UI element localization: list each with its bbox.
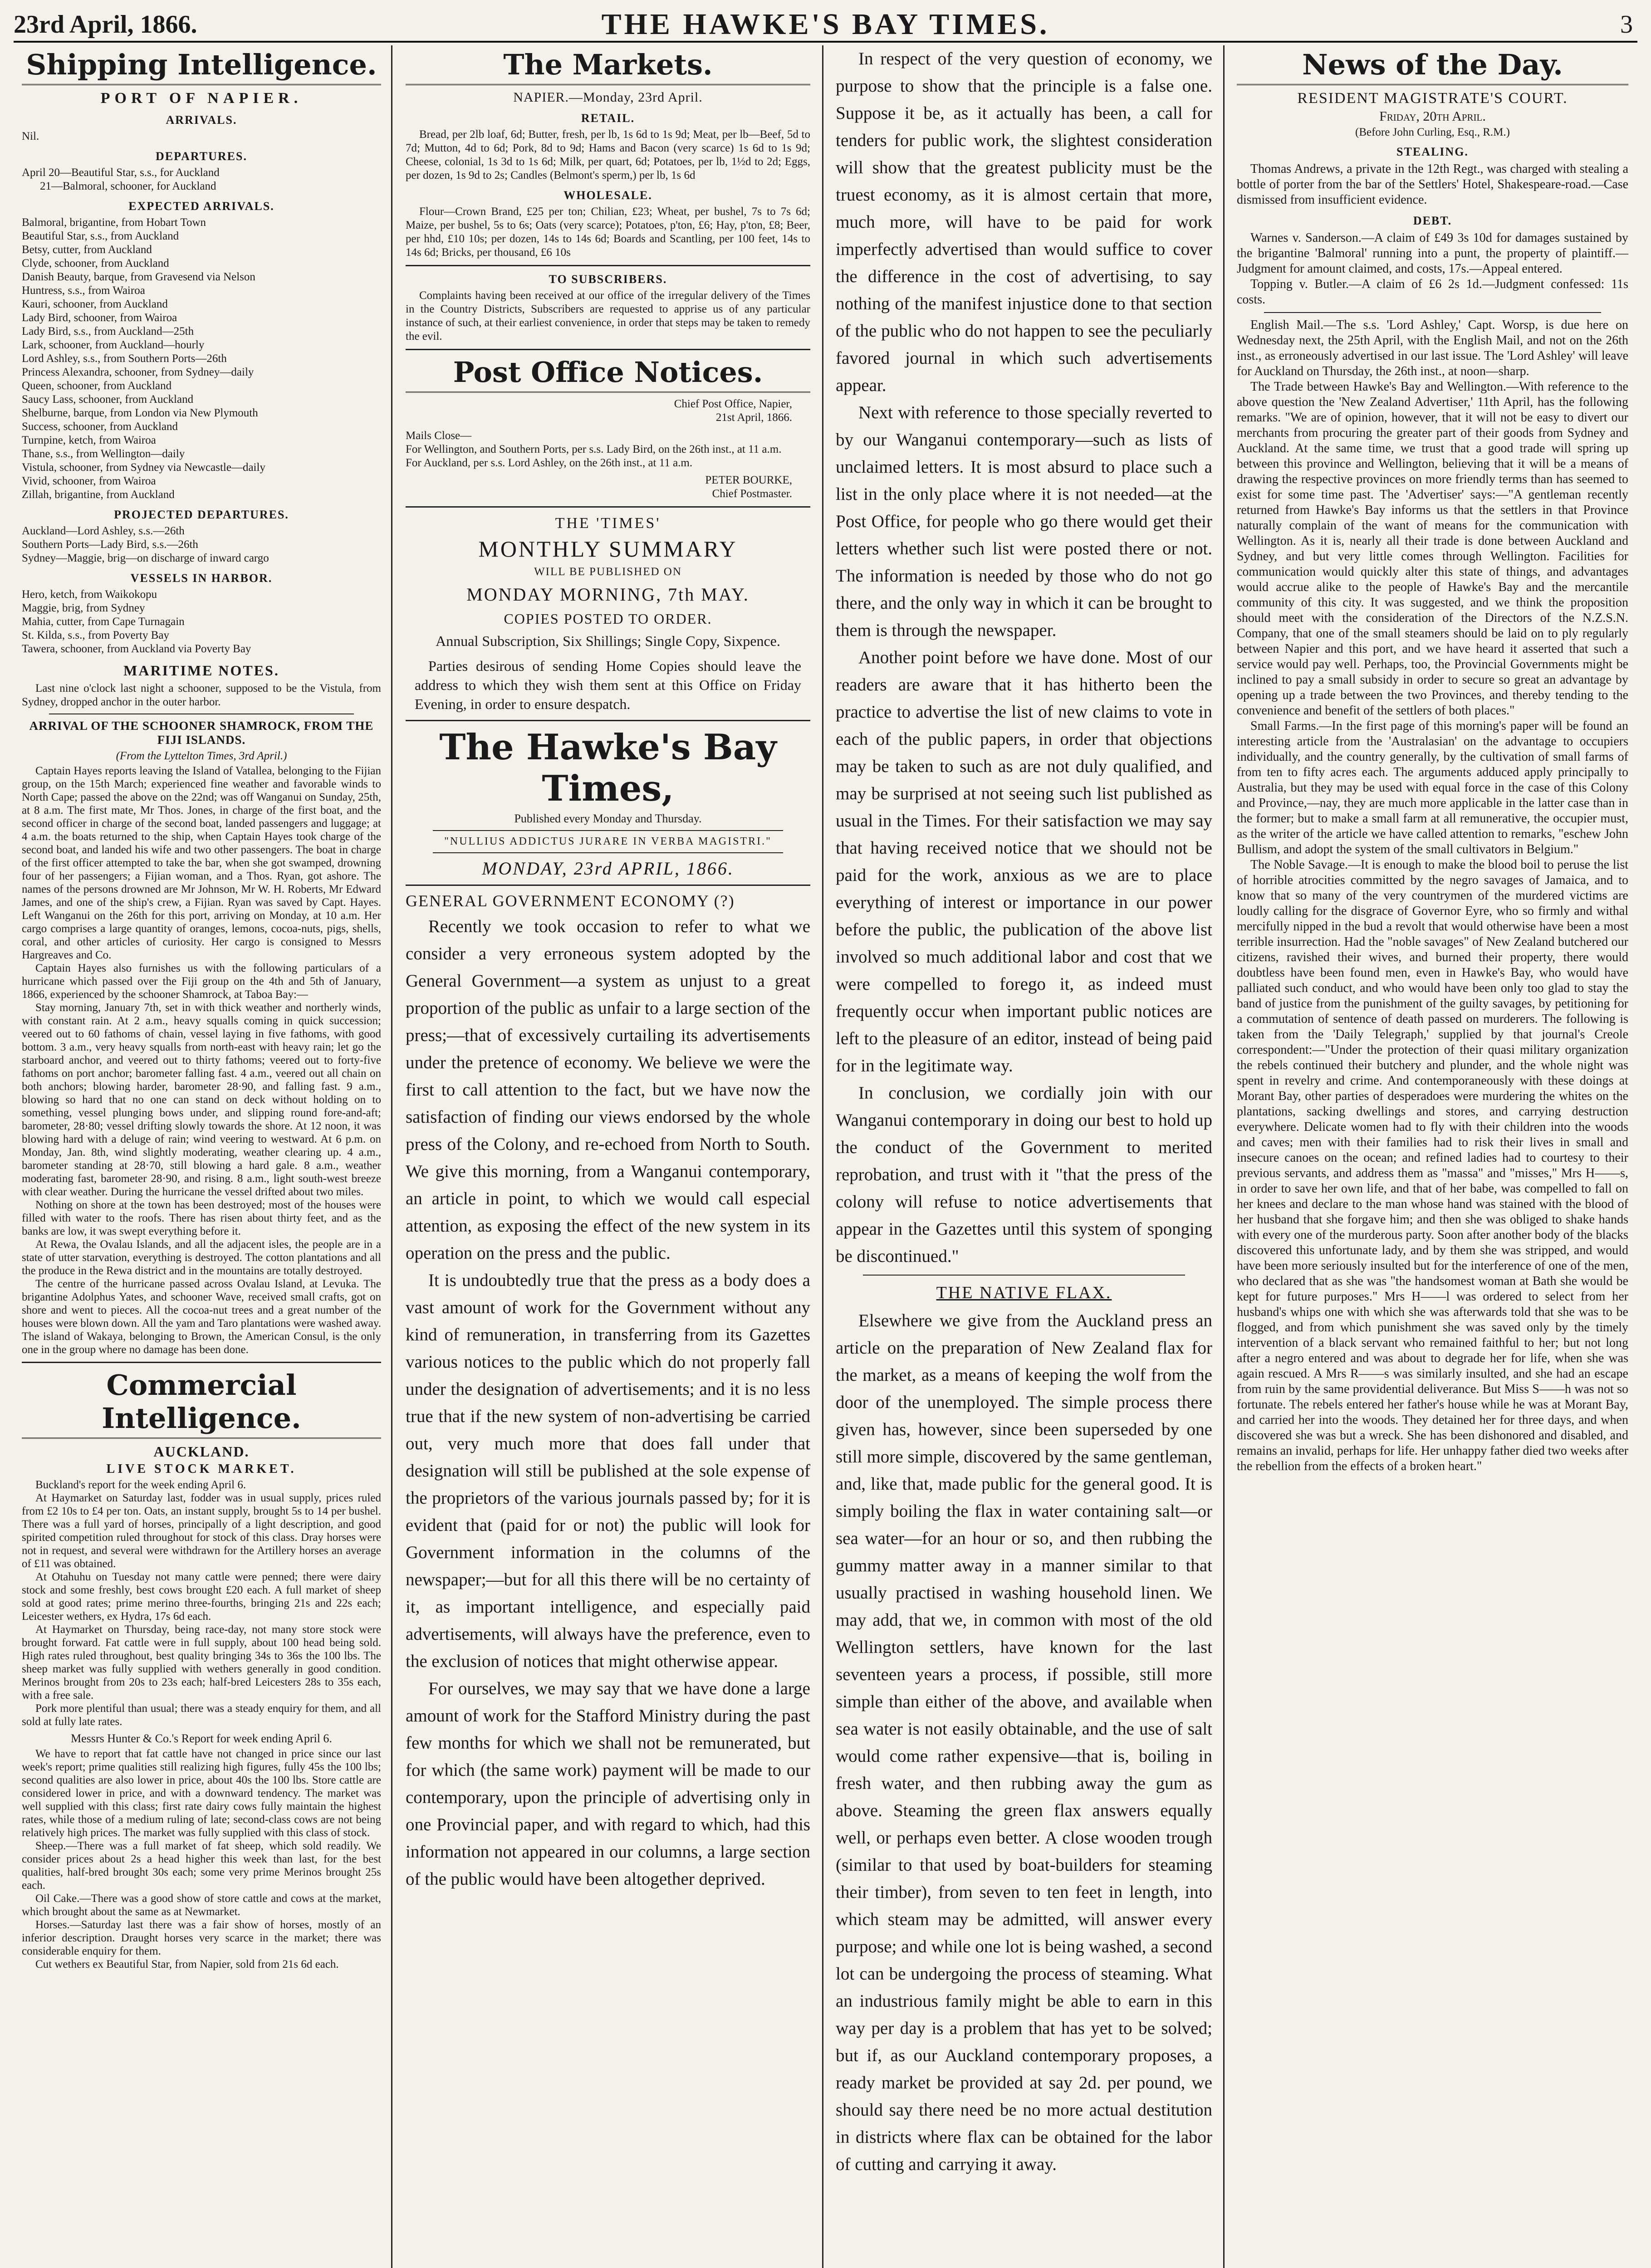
column-rule bbox=[1223, 45, 1225, 2268]
list-item: Lark, schooner, from Auckland—hourly bbox=[22, 339, 205, 351]
wholesale-prices: Flour—Crown Brand, £25 per ton; Chilian, £23; Wheat, per bushel, 7s to 7s 6d; Maize, per bushel, 5s to 6s; Oats (very scarce); Potatoes, p'ton, £6; Hay, p'ton, £8; Beer, per hhd, £10 10s; per dozen, 14s to 14s 6d; Boards and Scantling, per 100 feet, 14s to 14s 6d; Bricks, per thousand, £6 10s bbox=[406, 205, 810, 259]
divider bbox=[1264, 312, 1601, 313]
mail-notice: For Wellington, and Southern Ports, per s.s. Lady Bird, on the 26th inst., at 11 a.m. bbox=[406, 443, 782, 455]
commercial-paragraph: We have to report that fat cattle have not changed in price since our last week's report; prime qualities still realizing high figures, fully 45s the 100 lbs; second qualities are also lower in price, about 40s the 100 lbs. Store cattle are considered lower in price, and with a downward tendency. The market was well supplied with this class; first rate dairy cows fully maintain the highest rates, while those of a medium ruling of late; second-class cows are not being relatively high prices. The market was fully supplied with this class of stock. bbox=[22, 1748, 381, 1839]
masthead-date: 23rd April, 1866. bbox=[14, 10, 197, 39]
retail-heading: RETAIL. bbox=[581, 112, 635, 125]
summary-date: MONDAY MORNING, 7th MAY. bbox=[466, 584, 750, 605]
divider bbox=[406, 349, 810, 350]
list-item: Queen, schooner, from Auckland bbox=[22, 380, 172, 392]
news-item-savage: The Noble Savage.—It is enough to make the blood boil to peruse the list of horrible atrocities committed by the negro savages of Jamaica, and to know that so many of the very countrymen of the murdered victims are loudly calling for the disgrace of Governor Eyre, who so firmly and withal mercifully nipped in the bud a revolt that would otherwise have been a most terrible insurrection. Had the "noble savages" of New Zealand butchered our citizens, ravished their wives, and burned their property, there would doubtless have been found men, even in Hawke's Bay, who would have palliated such conduct, and who would have been only too glad to stay the band of justice from the punishment of the guilty savages, by petitioning for a commutation of sentence of death passed on murderers. The following is taken from the 'Daily Telegraph,' supplied by that journal's Creole correspondent:—"Under the protection of their quasi military organization the rebels continued their butchery and plunder, and the whole night was spent in revelry and crime. And contemporaneously with these doings at Morant Bay, other parties of desperadoes were murdering the whites on the plantations, sacking dwellings and stores, and carrying destruction everywhere. Delicate women had to fly with their children into the woods and caves; men with their families had to risk their lives in small and insecure canoes on the ocean; and refined ladies had to courtesy to their previous servants, and address them as "massa" and "misses," Mrs H——s, in order to save her own life, and that of her babe, was compelled to fall on her knees and declare to the man whose hand was stained with the blood of her husband that she forgave him; and then she was obliged to shake hands with every one of the murderous party. Soon after another body of the blacks discovered this unfortunate lady, and by them she was stripped, and would have been more seriously insulted but for the interference of one of the men, who declared that as she was "the handsomest woman at Bath she would be kept for future purposes." Mrs H——l was ordered to select from her husband's whips one with which she was afterwards told that she was to be flogged, and from which punishment she was saved only by the timely intervention of a black servant who remained faithful to her; but not long after a negro entered and was about to degrade her for life, when she was again rescued. A Mrs R——s was similarly insulted, and she had an escape from ruin by the same providential deliverance. But Miss S——h was not so fortunate. The rebels entered her father's house while he was at Morant Bay, and carried her into the woods. They detained her for three days, and when discovered she was but a wreck. She has been dishonored and disabled, and remains an invalid, perhaps for life. Her unhappy father died two weeks after the rebellion from the effects of a broken heart." bbox=[1237, 858, 1629, 1473]
shamrock-paragraph: The centre of the hurricane passed across Ovalau Island, at Levuka. The brigantine Adolphus Yates, and schooner Wave, received small crafts, got on shore and went to pieces. All the cocoa-nut trees and a great number of the houses were blown down. All the yam and Taro plantations were washed away. The island of Wakaya, belonging to Brown, the American Consul, is the only one in the group where no damage has been done. bbox=[22, 1278, 381, 1356]
commercial-paragraph: Oil Cake.—There was a good show of store cattle and cows at the market, which brought about the same as at Newmarket. bbox=[22, 1892, 381, 1918]
postmaster-title: Chief Postmaster. bbox=[712, 488, 792, 500]
column-rule bbox=[822, 45, 823, 2268]
stealing-case: Thomas Andrews, a private in the 12th Regt., was charged with stealing a bottle of porter from the bar of the Settlers' Hotel, Shakespeare-road.—Case dismissed from insufficient evidence. bbox=[1237, 162, 1628, 207]
hunter-report-heading: Messrs Hunter & Co.'s Report for week ending April 6. bbox=[71, 1732, 332, 1745]
flax-title: THE NATIVE FLAX. bbox=[936, 1283, 1112, 1302]
masthead-title: THE HAWKE'S BAY TIMES. bbox=[601, 8, 1050, 41]
list-item: Southern Ports—Lady Bird, s.s.—26th bbox=[22, 538, 198, 551]
list-item: Huntress, s.s., from Wairoa bbox=[22, 284, 145, 297]
list-item: Vistula, schooner, from Sydney via Newcastle—daily bbox=[22, 461, 265, 474]
divider bbox=[406, 720, 810, 721]
post-office-address: Chief Post Office, Napier, bbox=[674, 398, 792, 410]
postmaster-name: PETER BOURKE, bbox=[705, 474, 792, 486]
commercial-paragraph: At Otahuhu on Tuesday not many cattle were penned; there were dairy stock and some freshly, best cows brought £20 each. A full market of sheep sold at good rates; prime merino three-fourths, bringing 21s and 22s each; Leicester wethers, ex Hydra, 17s 6d each. bbox=[22, 1571, 381, 1623]
summary-title: MONTHLY SUMMARY bbox=[478, 536, 738, 562]
list-item: Thane, s.s., from Wellington—daily bbox=[22, 448, 185, 460]
list-item: Shelburne, barque, from London via New Plymouth bbox=[22, 407, 258, 419]
list-item: Success, schooner, from Auckland bbox=[22, 420, 178, 433]
commercial-paragraph: Sheep.—There was a full market of fat sheep, which sold readily. We consider prices about 2s a head higher this week than last, for the best qualities, half-bred brought 30s each; some very prime Merinos brought 25s each. bbox=[22, 1840, 381, 1892]
paper-flag: The Hawke's Bay Times, bbox=[439, 727, 777, 809]
summary-subscription: Annual Subscription, Six Shillings; Single Copy, Sixpence. bbox=[436, 633, 780, 649]
retail-prices: Bread, per 2lb loaf, 6d; Butter, fresh, per lb, 1s 6d to 1s 9d; Meat, per lb—Beef, 5d to 7d; Mutton, 4d to 6d; Pork, 8d to 9d; Hams and Bacon (very scarce) 1s 6d to 1s 9d; Cheese, colonial, 1s 3d to 1s 6d; Milk, per quart, 6d; Potatoes, per lb, 1½d to 2d; Eggs, per dozen, 1s 9d to 2s; Candles (Belmont's sperm,) per lb, 1s 6d bbox=[406, 128, 810, 181]
list-item: St. Kilda, s.s., from Poverty Bay bbox=[22, 629, 169, 641]
shipping-heading: Shipping Intelligence. bbox=[22, 48, 381, 85]
stealing-heading: STEALING. bbox=[1396, 145, 1469, 158]
mail-notice: For Auckland, per s.s. Lord Ashley, on the 26th inst., at 11 a.m. bbox=[406, 457, 693, 469]
mails-close-heading: Mails Close— bbox=[406, 430, 472, 442]
flag-subtitle: Published every Monday and Thursday. bbox=[514, 812, 702, 825]
summary-published: WILL BE PUBLISHED ON bbox=[534, 566, 682, 578]
list-item: Lord Ashley, s.s., from Southern Ports—26th bbox=[22, 352, 227, 365]
projected-heading: PROJECTED DEPARTURES. bbox=[114, 508, 289, 521]
news-item-trade: The Trade between Hawke's Bay and Wellington.—With reference to the above question the 'New Zealand Advertiser,' 11th April, has the following remarks. "We are of opinion, however, that it will not be easy to divert our merchants from procuring the greater part of their goods from Sydney and Auckland. At the same time, we trust that a good trade will spring up between this province and Wellington, believing that it will be a means of drawing the respective provinces on more friendly terms than has seemed to exist for some time past. The 'Advertiser' says:—"A gentleman recently returned from Hawke's Bay informs us that the settlers in that Province naturally complain of the want of means for the communication with Wellington. As it is, nearly all their trade is done between Auckland and Sydney, and but very little comes through Wellington. Facilities for communication would quickly alter this state of things, and advantages would accrue alike to the people of Hawke's Bay and the mercantile community of this city. It was suggested, and we think the proposition should meet with the consideration of the Directors of the N.Z.S.N. Company, that one of the small steamers should be laid on to ply regularly between Napier and this port, and we have heard it asserted that such a service would pay well. Perhaps, too, the Provincial Governments might be inclined to pay a small subsidy in order to secure so great an advantage by opening up a trade between the two Provinces, and thereby tending to the convenience and benefit of the settlers of both places." bbox=[1237, 380, 1628, 718]
wholesale-heading: WHOLESALE. bbox=[563, 189, 652, 202]
maritime-notes-text: Last nine o'clock last night a schooner, supposed to be the Vistula, from Sydney, dropped anchor in the outer harbor. bbox=[22, 682, 381, 708]
column-shipping-commercial bbox=[14, 45, 389, 2268]
list-item: Turnpine, ketch, from Wairoa bbox=[22, 434, 156, 446]
list-item: Hero, ketch, from Waikokopu bbox=[22, 588, 157, 601]
arrivals-heading: ARRIVALS. bbox=[166, 113, 237, 127]
maritime-notes-heading: MARITIME NOTES. bbox=[123, 662, 279, 679]
divider bbox=[406, 506, 810, 508]
debt-case: Topping v. Butler.—A claim of £6 2s 1d.—Judgment confessed: 11s costs. bbox=[1237, 277, 1628, 307]
commercial-paragraph: At Haymarket on Thursday, being race-day, not many store stock were brought forward. Fat cattle were in full supply, about 100 head being sold. High rates ruled throughout, best quality bringing 34s to 36s the 100 lbs. The sheep market was fully supplied with wethers generally in good condition. Merinos brought from 20s to 23s each; half-bred Leicesters 28s to 35s each, with a free sale. bbox=[22, 1623, 381, 1701]
auckland-heading: AUCKLAND. bbox=[153, 1443, 250, 1460]
shamrock-paragraph: Captain Hayes also furnishes us with the following particulars of a hurricane which passed over the Fiji group on the 4th and 5th of January, 1866, experienced by the schooner Shamrock, at Taboa Bay:— bbox=[22, 962, 381, 1001]
issue-dateline: MONDAY, 23rd APRIL, 1866. bbox=[482, 858, 734, 879]
commercial-heading: Commercial Intelligence. bbox=[22, 1369, 381, 1439]
list-item: Vivid, schooner, from Wairoa bbox=[22, 475, 156, 487]
commercial-paragraph: Horses.—Saturday last there was a fair show of horses, mostly of an inferior description. Draught horses very scarce in the market; there was considerable enquiry for them. bbox=[22, 1919, 381, 1957]
shamrock-paragraph: Nothing on shore at the town has been destroyed; most of the houses were filled with water to the roofs. There has risen about thirty feet, and as the banks are low, it was swept everything before it. bbox=[22, 1199, 381, 1237]
list-item: Auckland—Lord Ashley, s.s.—26th bbox=[22, 525, 185, 537]
economy-paragraph: In conclusion, we cordially join with our Wanganui contemporary in doing our best to hold up the conduct of the Government to merited reprobation, and trust with it "that the press of the colony will refuse to notice advertisements that appear in the Gazettes until this system of sponging be discontinued." bbox=[836, 1083, 1212, 1266]
masthead bbox=[14, 5, 1637, 43]
subscribers-notice: Complaints having been received at our office of the irregular delivery of the Times in the Country Districts, Subscribers are requested to apprise us of any particular instance of such, at their earliest convenience, in order that steps may be taken to remedy the evil. bbox=[406, 289, 810, 342]
column-economy-flax bbox=[827, 45, 1221, 2268]
column-rule bbox=[391, 45, 392, 2268]
commercial-paragraph: Pork more plentiful than usual; there was a steady enquiry for them, and all sold at fully late rates. bbox=[22, 1702, 381, 1728]
list-item: Zillah, brigantine, from Auckland bbox=[22, 489, 175, 501]
news-item-farms: Small Farms.—In the first page of this morning's paper will be found an interesting article from the 'Australasian' on the advantage to occupiers individually, and the country generally, by the cultivation of small farms of from ten to fifty acres each. The arguments adduced apply principally to Australia, but they may be used with equal force in the case of this Colony and Province,—nay, they are much more applicable in the latter case than in the former; but to make a small farm at all remunerative, the occupier must, as the writer of the article we have called attention to remarks, "eschew John Bullism, and adopt the system of the small cultivators in Belgium." bbox=[1237, 719, 1628, 856]
summary-notice: Parties desirous of sending Home Copies should leave the address to which they wish them sent at this Office on Friday Evening, in order to ensure despatch. bbox=[415, 658, 801, 712]
news-item-mail: English Mail.—The s.s. 'Lord Ashley,' Capt. Worsp, is due here on Wednesday next, the 25th April, with the English Mail, and not on the 26th inst., as erroneously advertised in our last issue. The 'Lord Ashley' will leave for Auckland on Thursday, the 26th inst., at noon—sharp. bbox=[1237, 318, 1628, 378]
list-item: Kauri, schooner, from Auckland bbox=[22, 298, 168, 310]
debt-case: Warnes v. Sanderson.—A claim of £49 3s 10d for damages sustained by the brigantine 'Balmoral' running into a punt, the property of plaintiff.—Judgment for amount claimed, and costs, 17s.—Appeal entered. bbox=[1237, 231, 1628, 276]
list-item: Lady Bird, schooner, from Wairoa bbox=[22, 312, 177, 324]
column-markets-flag bbox=[396, 45, 820, 2268]
shamrock-paragraph: At Rewa, the Ovalau Islands, and all the adjacent isles, the people are in a state of utter starvation, everything is destroyed. The cotton plantations and all the produce in the Rewa district and in the mountains are totally destroyed. bbox=[22, 1238, 381, 1277]
arrivals-text: Nil. bbox=[22, 130, 39, 142]
shamrock-heading: ARRIVAL OF THE SCHOONER SHAMROCK, FROM THE FIJI ISLANDS. bbox=[29, 719, 374, 747]
court-date: Friday, 20th April. bbox=[1379, 109, 1486, 124]
list-item: Lady Bird, s.s., from Auckland—25th bbox=[22, 325, 194, 337]
shamrock-paragraph: Captain Hayes reports leaving the Island of Vatallea, belonging to the Fijian group, on the 15th March; experienced fine weather and favorable winds to North Cape; passed the above on the 22nd; was off Wanganui on Sunday, 25th, at 8 a.m. The first mate, Mr Thos. Jones, in charge of the first boat, and the second officer in charge of the second boat, landed passengers and luggage; at 4 a.m. the boats returned to the ship, when Captain Hayes took charge of the second boat, and landed his wife and two other passengers. The boat in charge of the first officer attempted to take the bar, when she got swamped, drowning four of her passengers; a Fijian woman, and a Thos. Ryan, got ashore. The names of the persons drowned are Mr Johnson, Mr W. H. Roberts, Mr Edward James, and one of the ship's crew, a Fijian. Ryan was saved by Capt. Hayes. Left Wanganui on the 26th for this port, arriving on Monday, at 10 a.m. Her cargo comprises a large quantity of oranges, lemons, cocoa-nuts, pigs, shells, coral, and other articles of curiosity. Her cargo is consigned to Messrs Hargreaves and Co. bbox=[22, 765, 381, 961]
divider bbox=[863, 1275, 1185, 1276]
summary-posted: COPIES POSTED TO ORDER. bbox=[504, 611, 712, 627]
post-office-date: 21st April, 1866. bbox=[715, 411, 792, 424]
commercial-paragraph: At Haymarket on Saturday last, fodder was in usual supply, prices ruled from £2 10s to £4 per ton. Oats, an instant supply, brought 5s to 14 per bushel. There was a full yard of horses, principally of a light description, and good spirited competition ruled throughout for stock of this class. Dray horses were not in request, and several were withdrawn for the Artillery horses an average of £11 was obtained. bbox=[22, 1492, 381, 1570]
court-heading: RESIDENT MAGISTRATE'S COURT. bbox=[1297, 90, 1568, 107]
divider bbox=[433, 830, 783, 831]
list-item: Betsy, cutter, from Auckland bbox=[22, 244, 152, 256]
shamrock-source: (From the Lyttelton Times, 3rd April.) bbox=[116, 750, 287, 762]
economy-paragraph: Next with reference to those specially reverted to by our Wanganui contemporary—such as lists of unclaimed letters. It is most absurd to place such a list in the only place where it is not needed—at the Post Office, for people who go there would get their letters whether such list were posted there or not. The information is needed by those who do not go there, and the only way in which it can be brought to them is through the newspaper. bbox=[836, 403, 1212, 640]
economy-paragraph: Recently we took occasion to refer to what we consider a very erroneous system adopted by the General Government—a system as unjust to a great proportion of the public as unfair to a large section of the press;—that of excessively curtailing its advertisements under the pretence of economy. We believe we were the first to call attention to the fact, but we have now the satisfaction of finding our views endorsed by the whole press of the Colony, and re-echoed from North to South. We give this morning, from a Wanganui contemporary, an article in point, to which we would call especial attention, as exposing the effect of the new system in its operation on the press and the public. bbox=[406, 917, 810, 1263]
economy-title: GENERAL GOVERNMENT ECONOMY (?) bbox=[406, 892, 735, 910]
expected-heading: EXPECTED ARRIVALS. bbox=[128, 200, 274, 213]
economy-paragraph: For ourselves, we may say that we have done a large amount of work for the Stafford Ministry during the past few months for which we shall not be remunerated, but for which (the same work) payment will be made to our contemporary, upon the principle of advertising only in one Provincial paper, and with regard to which, had this information not appeared in our columns, a large section of the public would have been altogether deprived. bbox=[406, 1679, 810, 1889]
list-item: Princess Alexandra, schooner, from Sydney—daily bbox=[22, 366, 254, 378]
subscribers-heading: TO SUBSCRIBERS. bbox=[549, 273, 667, 286]
economy-paragraph: In respect of the very question of economy, we purpose to show that the principle is a false one. Suppose it be, as it actually has been, a call for tenders for public work, the slightest consideration will show that the greatest publicity must be the truest economy, as it is almost certain that more, much more, will have to be paid for work imperfectly advertised than would suffice to cover the difference in the cost of advertising, to say nothing of the manifest injustice done to that section of the public who do not happen to see the peculiarly favored journal in which such advertisements appear. bbox=[836, 49, 1212, 395]
flax-paragraph: Elsewhere we give from the Auckland press an article on the preparation of New Zealand flax for the market, as a means of keeping the wolf from the door of the unemployed. The simple process there given has, however, since been superseded by one still more simple, discovered by the same gentleman, and, like that, made public for the general good. It is simply boiling the flax in water containing salt—or sea water—for an hour or so, and then rubbing the gummy matter away in a manner similar to that usually practised in washing household linen. We may add, that we, in common with most of the old Wellington settlers, have known for the last seventeen years a process, if possible, still more simple than either of the above, and available when sea water is not easily obtainable, and the use of salt would come rather expensive—that is, boiling in fresh water, and then rubbing away the gum as above. Steaming the green flax answers equally well, or perhaps even better. A close wooden trough (similar to that used by boat-builders for steaming their timber), from seven to ten feet in length, into which steam may be admitted, will answer every purpose; and while one lot is being washed, a second lot can be undergoing the process of steaming. What an industrious family might be able to earn in this way per day is a problem that has yet to be solved; but if, as our Auckland contemporary proposes, a ready market be provided at say 2d. per pound, we should say there need be no more actual destitution in districts where flax can be obtained for the labor of cutting and carrying it away. bbox=[836, 1311, 1212, 2174]
court-before: (Before John Curling, Esq., R.M.) bbox=[1355, 126, 1510, 138]
list-item: Tawera, schooner, from Auckland via Poverty Bay bbox=[22, 643, 251, 655]
list-item: Sydney—Maggie, brig—on discharge of inward cargo bbox=[22, 552, 269, 564]
flag-motto: "NULLIUS ADDICTUS JURARE IN VERBA MAGISTRI." bbox=[444, 836, 772, 847]
live-stock-heading: LIVE STOCK MARKET. bbox=[106, 1462, 297, 1476]
debt-heading: DEBT. bbox=[1413, 214, 1452, 227]
commercial-paragraph: Buckland's report for the week ending April 6. bbox=[35, 1479, 246, 1491]
page-number: 3 bbox=[1620, 10, 1633, 39]
news-heading: News of the Day. bbox=[1237, 48, 1628, 85]
commercial-paragraph: Cut wethers ex Beautiful Star, from Napier, sold from 21s 6d each. bbox=[35, 1958, 339, 1970]
departure-item: 21—Balmoral, schooner, for Auckland bbox=[40, 180, 216, 192]
list-item: Beautiful Star, s.s., from Auckland bbox=[22, 230, 179, 242]
list-item: Danish Beauty, barque, from Gravesend via Nelson bbox=[22, 271, 255, 283]
departure-item: April 20—Beautiful Star, s.s., for Auckland bbox=[22, 166, 220, 179]
economy-paragraph: It is undoubtedly true that the press as a body does a vast amount of work for the Government without any kind of remuneration, in transferring from its Gazettes various notices to the public which do not properly fall under the designation of advertisements; and it is no less true that if the new system of non-advertising be carried out, very much more that does fall under that designation will still be published at the sole expense of the proprietors of the various journals passed by; for it is evident that (paid for or not) the public will look for Government information in the columns of the newspaper;—but for all this there will be no certainty of it, as important intelligence, and especially paid advertisements, will always have the preference, even to the exclusion of notices that might otherwise appear. bbox=[406, 1271, 810, 1671]
departures-heading: DEPARTURES. bbox=[156, 150, 247, 163]
list-item: Balmoral, brigantine, from Hobart Town bbox=[22, 216, 206, 229]
expected-list bbox=[22, 216, 381, 502]
summary-the-times: THE 'TIMES' bbox=[555, 515, 661, 532]
port-heading: PORT OF NAPIER. bbox=[100, 90, 303, 107]
shamrock-paragraph: Stay morning, January 7th, set in with thick weather and northerly winds, with constant rain. At 2 a.m., heavy squalls coming in quick succession; veered out to 60 fathoms of chain, vessel laying in five fathoms, with good bottom. 3 a.m., very heavy squalls from north-east with heavy rain; let go the starboard anchor, and veered out to thirty fathoms; veered out to forty-five fathoms on port anchor; barometer falling fast. 4 a.m., veered out all chain on both anchors; blowing harder, barometer 28·90, and falling fast. 9 a.m., blowing so hard that no one can stand on deck without holding on to something, vessel plunging bows under, and slipping round fore-and-aft; barometer, 28·80; vessel drifting slowly towards the shore. At 12 noon, it was blowing hard with a deluge of rain; wind veering to westward. At 6 p.m. on Monday, Jan. 8th, wind slightly moderating, weather clearing up. 4 a.m., barometer standing at 28·70, still blowing a hard gale. 8 a.m., weather moderating fast, barometer 28·90, and rising. 8 a.m., light south-west breeze with clear weather. During the hurricane the vessel drifted about two miles. bbox=[22, 1002, 381, 1198]
list-item: Saucy Lass, schooner, from Auckland bbox=[22, 393, 194, 406]
list-item: Mahia, cutter, from Cape Turnagain bbox=[22, 616, 185, 628]
list-item: Clyde, schooner, from Auckland bbox=[22, 257, 169, 269]
divider bbox=[406, 885, 810, 886]
divider bbox=[406, 265, 810, 266]
divider bbox=[22, 1362, 381, 1363]
markets-heading: The Markets. bbox=[406, 48, 810, 85]
markets-dateline: NAPIER.—Monday, 23rd April. bbox=[513, 90, 703, 105]
divider bbox=[433, 852, 783, 853]
post-office-heading: Post Office Notices. bbox=[406, 356, 810, 393]
economy-paragraph: Another point before we have done. Most of our readers are aware that it has hitherto been the practice to advertise the list of new claims to vote in each of the public papers, in order that objections may be taken to such as are not duly qualified, and may be surprised at not seeing such list published as usual in the Times. For their satisfaction we may say that having received notice that we should not be paid for the work, anxious as we are to place everything of interest or importance in our power before the public, the publication of the above list involved so much additional labor and cost that we were compelled to forego it, as indeed must frequently occur when important public notices are left to the pleasure of an editor, instead of being paid for in the legitimate way. bbox=[836, 648, 1212, 1075]
harbor-heading: VESSELS IN HARBOR. bbox=[130, 572, 273, 585]
column-news bbox=[1228, 45, 1637, 2268]
list-item: Maggie, brig, from Sydney bbox=[22, 602, 145, 614]
